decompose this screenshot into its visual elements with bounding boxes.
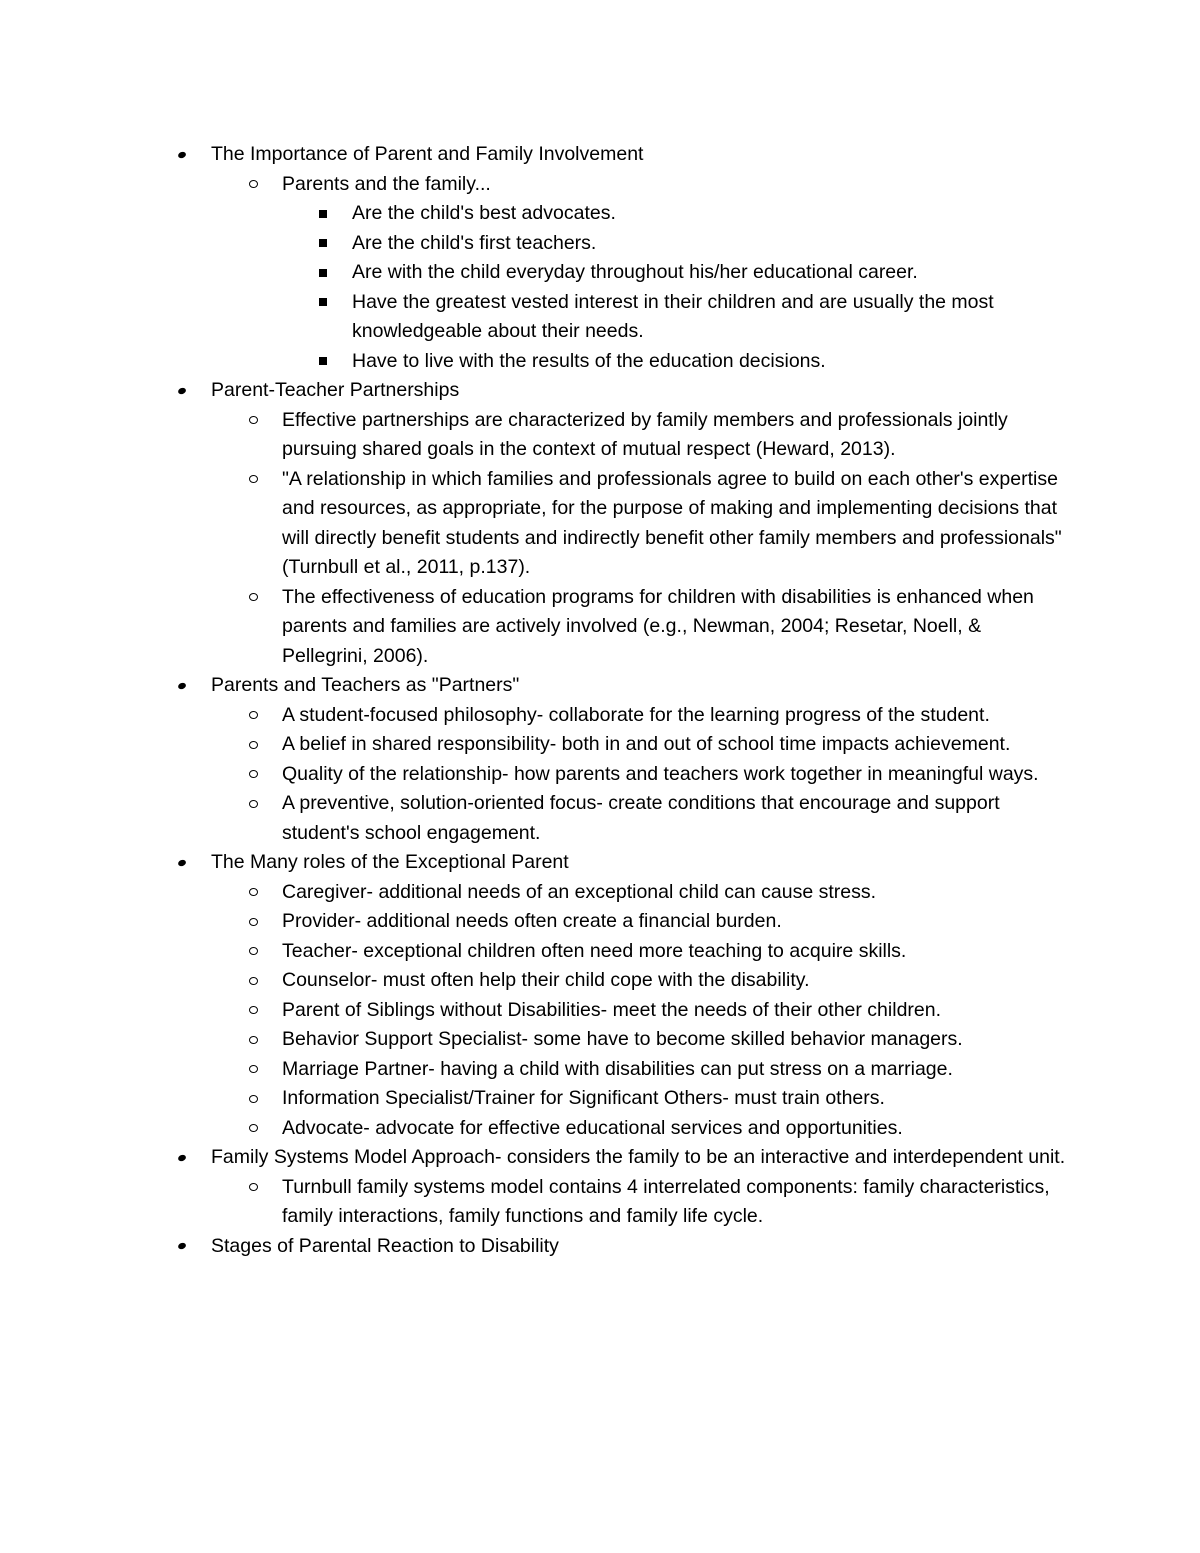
outline-item-text: "A relationship in which families and professionals agree to build on each other's expertise and resources, as appropriate, for the purpose of making and implementing decisions that will directly benefit students and indirectly benefit other family members and professionals" (Turnbull et al., 2011, p.137). xyxy=(282,467,1062,578)
hollow-circle-bullet-icon xyxy=(246,1173,260,1203)
hollow-circle-bullet-icon xyxy=(246,1025,260,1055)
outline-item-level-3 xyxy=(0,347,1067,377)
hollow-circle-bullet-icon xyxy=(246,1084,260,1114)
outline-item-level-3 xyxy=(0,199,1067,229)
outline-item-text: A belief in shared responsibility- both in and out of school time impacts achievement. xyxy=(282,733,1011,755)
outline-item-text: Are with the child everyday throughout his/her educational career. xyxy=(352,261,918,283)
square-bullet-icon xyxy=(316,199,330,229)
outline-item-level-2 xyxy=(0,1025,1067,1055)
hollow-circle-bullet-icon xyxy=(246,966,260,996)
hollow-circle-bullet-icon xyxy=(246,937,260,967)
hollow-circle-bullet-icon xyxy=(246,789,260,819)
outline-item-level-2 xyxy=(0,966,1067,996)
hollow-circle-bullet-icon xyxy=(246,170,260,200)
filled-circle-bullet-icon xyxy=(175,1143,189,1173)
outline-item-text: Family Systems Model Approach- considers the family to be an interactive and interdependent unit. xyxy=(211,1146,1066,1168)
outline-item-text: Teacher- exceptional children often need more teaching to acquire skills. xyxy=(282,939,907,962)
outline-item-text: Advocate- advocate for effective educational services and opportunities. xyxy=(282,1116,903,1139)
filled-circle-bullet-icon xyxy=(175,1232,189,1262)
outline-item-text: A preventive, solution-oriented focus- create conditions that encourage and support student's school engagement. xyxy=(282,792,1000,844)
outline-item-level-2 xyxy=(0,465,1067,583)
outline-item-text: Marriage Partner- having a child with disabilities can put stress on a marriage. xyxy=(282,1057,953,1080)
filled-circle-bullet-icon xyxy=(175,848,189,878)
filled-circle-bullet-icon xyxy=(175,671,189,701)
outline-item-level-3 xyxy=(0,258,1067,288)
outline-item-text: Stages of Parental Reaction to Disability xyxy=(211,1234,559,1257)
outline-item-level-3 xyxy=(0,288,1067,347)
hollow-circle-bullet-icon xyxy=(246,1114,260,1144)
outline-item-level-2 xyxy=(0,878,1067,908)
outline-item-level-3 xyxy=(0,229,1067,259)
hollow-circle-bullet-icon xyxy=(246,701,260,731)
filled-circle-bullet-icon xyxy=(175,376,189,406)
outline-item-text: Turnbull family systems model contains 4 interrelated components: family characteristics, family interactions, family functions and family life cycle. xyxy=(282,1175,1050,1227)
outline-item-level-1 xyxy=(0,1232,1071,1262)
outline-item-text: Have the greatest vested interest in their children and are usually the most knowledgeable about their needs. xyxy=(352,290,994,342)
outline-item-level-1 xyxy=(0,848,1071,878)
outline-item-level-1 xyxy=(0,671,1071,701)
outline-item-level-2 xyxy=(0,760,1067,790)
outline-item-level-2 xyxy=(0,1173,1067,1232)
outline-item-level-2 xyxy=(0,730,1067,760)
outline-item-text: The Importance of Parent and Family Involvement xyxy=(211,143,644,165)
outline-item-level-2 xyxy=(0,170,1067,200)
square-bullet-icon xyxy=(316,229,330,259)
outline-item-text: Parent of Siblings without Disabilities- meet the needs of their other children. xyxy=(282,998,942,1021)
outline-item-level-2 xyxy=(0,937,1067,967)
outline-item-text: Parents and Teachers as "Partners" xyxy=(211,674,520,696)
hollow-circle-bullet-icon xyxy=(246,907,260,937)
square-bullet-icon xyxy=(316,288,330,318)
hollow-circle-bullet-icon xyxy=(246,996,260,1026)
hollow-circle-bullet-icon xyxy=(246,1055,260,1085)
square-bullet-icon xyxy=(316,258,330,288)
outline-item-text: Are the child's best advocates. xyxy=(352,202,616,224)
hollow-circle-bullet-icon xyxy=(246,730,260,760)
outline-item-text: Provider- additional needs often create a financial burden. xyxy=(282,910,782,932)
outline-item-text: Caregiver- additional needs of an exceptional child can cause stress. xyxy=(282,880,877,903)
outline-item-text: The Many roles of the Exceptional Parent xyxy=(211,851,569,873)
outline-item-text: Parent-Teacher Partnerships xyxy=(211,379,460,401)
outline-item-level-1 xyxy=(0,1143,1071,1173)
outline-item-text: Information Specialist/Trainer for Significant Others- must train others. xyxy=(282,1087,885,1109)
square-bullet-icon xyxy=(316,347,330,377)
outline-item-text: Behavior Support Specialist- some have to become skilled behavior managers. xyxy=(282,1028,963,1050)
outline-item-text: Quality of the relationship- how parents and teachers work together in meaningful ways. xyxy=(282,762,1039,785)
outline-item-level-2 xyxy=(0,583,1067,672)
outline-item-text: Have to live with the results of the education decisions. xyxy=(352,349,826,372)
outline-item-level-1 xyxy=(0,376,1071,406)
hollow-circle-bullet-icon xyxy=(246,465,260,495)
outline-item-level-2 xyxy=(0,789,1067,848)
outline-item-text: A student-focused philosophy- collaborate for the learning progress of the student. xyxy=(282,703,990,726)
outline-item-level-2 xyxy=(0,996,1067,1026)
filled-circle-bullet-icon xyxy=(175,140,189,170)
outline-item-text: Effective partnerships are characterized by family members and professionals jointly pursuing shared goals in the context of mutual respect (Heward, 2013). xyxy=(282,408,1008,460)
hollow-circle-bullet-icon xyxy=(246,406,260,436)
outline-item-level-2 xyxy=(0,701,1067,731)
outline-item-level-2 xyxy=(0,1055,1067,1085)
outline-item-text: The effectiveness of education programs for children with disabilities is enhanced when parents and families are actively involved (e.g., Newman, 2004; Resetar, Noell, & Pellegrini, 2006). xyxy=(282,585,1034,667)
outline-item-level-2 xyxy=(0,1114,1067,1144)
outline-item-level-2 xyxy=(0,907,1067,937)
hollow-circle-bullet-icon xyxy=(246,583,260,613)
outline-item-level-2 xyxy=(0,406,1067,465)
bulleted-outline xyxy=(0,140,1200,1261)
hollow-circle-bullet-icon xyxy=(246,760,260,790)
outline-item-level-1 xyxy=(0,140,1071,170)
outline-item-text: Counselor- must often help their child cope with the disability. xyxy=(282,969,810,991)
outline-item-text: Are the child's first teachers. xyxy=(352,231,597,254)
outline-item-level-2 xyxy=(0,1084,1067,1114)
outline-item-text: Parents and the family... xyxy=(282,172,491,195)
hollow-circle-bullet-icon xyxy=(246,878,260,908)
